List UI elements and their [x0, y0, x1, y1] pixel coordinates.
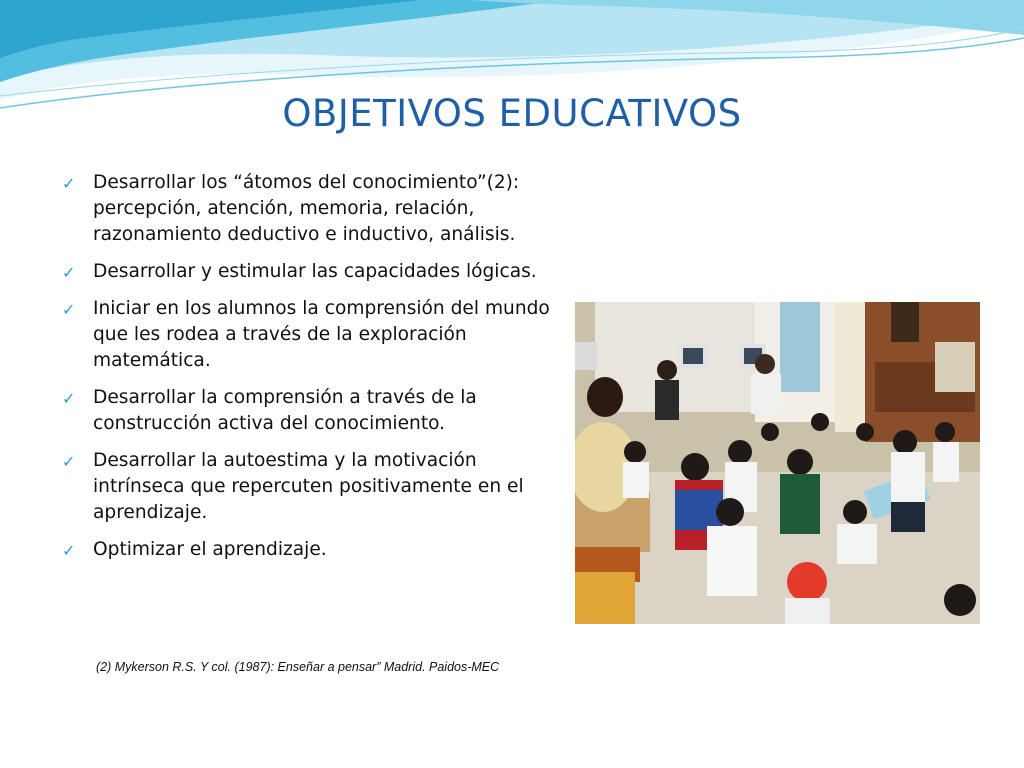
objective-item	[62, 259, 562, 285]
checkmark-icon: ✓	[62, 174, 76, 193]
objective-text: Desarrollar los “átomos del conocimiento”(2): percepción, atención, memoria, relación, razonamiento deductivo e inductivo, análisis.	[93, 172, 520, 245]
objective-text: Desarrollar y estimular las capacidades lógicas.	[93, 261, 537, 282]
checkmark-icon: ✓	[62, 541, 76, 560]
objective-item	[62, 170, 562, 248]
classroom-photo-illustration	[575, 302, 980, 624]
checkmark-icon: ✓	[62, 263, 76, 282]
objective-text: Desarrollar la comprensión a través de la construcción activa del conocimiento.	[93, 387, 477, 434]
objective-item	[62, 448, 562, 526]
footnote: (2) Mykerson R.S. Y col. (1987): Enseñar a pensar” Madrid. Paidos-MEC	[96, 660, 500, 674]
checkmark-icon: ✓	[62, 389, 76, 408]
objective-item	[62, 537, 562, 563]
objective-text: Iniciar en los alumnos la comprensión del mundo que les rodea a través de la exploración matemática.	[93, 298, 550, 371]
classroom-photo	[575, 302, 980, 624]
slide-title: OBJETIVOS EDUCATIVOS	[282, 92, 742, 135]
objectives-list	[62, 170, 562, 574]
objective-text: Optimizar el aprendizaje.	[93, 539, 327, 560]
checkmark-icon: ✓	[62, 452, 76, 471]
objective-text: Desarrollar la autoestima y la motivación intrínseca que repercuten positivamente en el aprendizaje.	[93, 450, 524, 523]
objective-item	[62, 296, 562, 374]
checkmark-icon: ✓	[62, 300, 76, 319]
objective-item	[62, 385, 562, 437]
